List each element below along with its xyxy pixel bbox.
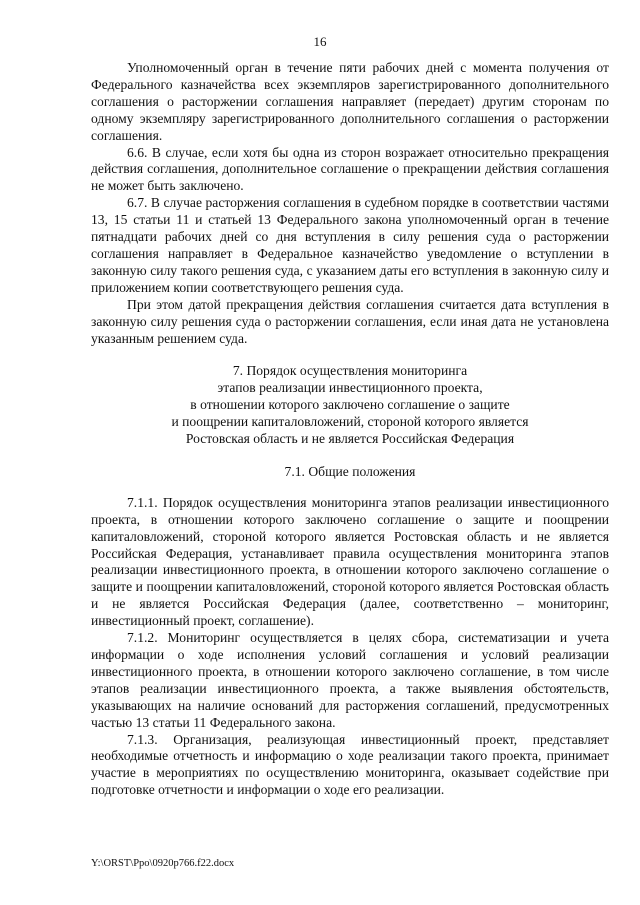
section-7-heading: [91, 363, 609, 448]
paragraph-termination-date: При этом датой прекращения действия соглашения считается дата вступления в законную силу решения суда о расторжении соглашения, если иная дата не установлена указанным решением суда.: [91, 296, 609, 346]
page-number: 16: [313, 34, 327, 49]
document-body: [91, 60, 609, 799]
heading-line: 7. Порядок осуществления мониторинга: [232, 363, 468, 379]
paragraph-7-1-3: 7.1.3. Организация, реализующая инвестиционный проект, представляет необходимые отчетность и информацию о ходе реализации такого проекта, принимает участие в мероприятиях по осуществлению мониторинга, оказывает содействие при подготовке отчетности и информации о ходе его реализации.: [91, 731, 609, 798]
heading-line: в отношении которого заключено соглашение о защите: [190, 397, 510, 413]
heading-line: и поощрении капиталовложений, стороной которого является: [171, 414, 529, 430]
subsection-7-1-heading: 7.1. Общие положения: [284, 463, 416, 479]
paragraph-notice-registration: Уполномоченный орган в течение пяти рабочих дней с момента получения от Федерального казначейства всех экземпляров зарегистрированного дополнительного соглашения о расторжении соглашения направляет (передает) другим сторонам по одному экземпляру зарегистрированного дополнительного соглашения о расторжении соглашения.: [91, 60, 609, 143]
paragraph-7-1-2: 7.1.2. Мониторинг осуществляется в целях сбора, систематизации и учета информации о ходе исполнения условий соглашения и условий реализации инвестиционного проекта, в отношении которого заключено соглашение, в том числе этапов реализации инвестиционного проекта, а также выявления обстоятельств, указывающих на наличие оснований для расторжения соглашений, предусмотренных частью 13 статьи 11 Федерального закона.: [91, 630, 609, 730]
heading-line: Ростовская область и не является Российская Федерация: [185, 431, 515, 447]
heading-line: этапов реализации инвестиционного проекта,: [217, 380, 483, 396]
paragraph-6-6: 6.6. В случае, если хотя бы одна из сторон возражает относительно прекращения действия соглашения, дополнительное соглашение о прекращении действия соглашения не может быть заключено.: [91, 144, 609, 194]
paragraph-7-1-1: 7.1.1. Порядок осуществления мониторинга этапов реализации инвестиционного проекта, в отношении которого заключено соглашение о защите и поощрении капиталовложений, стороной которого является Ростовская область и не является Российская Федерация, устанавливает правила осуществления мониторинга этапов реализации инвестиционного проекта, в отношении которого заключено соглашение о защите и поощрении капиталовложений, стороной которого является Ростовская область и не является Российская Федерация (далее, соответственно – мониторинг, инвестиционный проект, соглашение).: [91, 494, 609, 629]
footer-file-path: Y:\ORST\Ppo\0920p766.f22.docx: [91, 858, 235, 869]
paragraph-6-7: 6.7. В случае расторжения соглашения в судебном порядке в соответствии частями 13, 15 статьи 11 и статьей 13 Федерального закона уполномоченный орган в течение пятнадцати рабочих дней со дня вступления в силу решения суда о расторжении соглашения направляет в Федеральное казначейство уведомление о вступлении в законную силу такого решения суда, с указанием даты его вступления в законную силу и приложением копии соответствующего решения суда.: [91, 195, 609, 295]
